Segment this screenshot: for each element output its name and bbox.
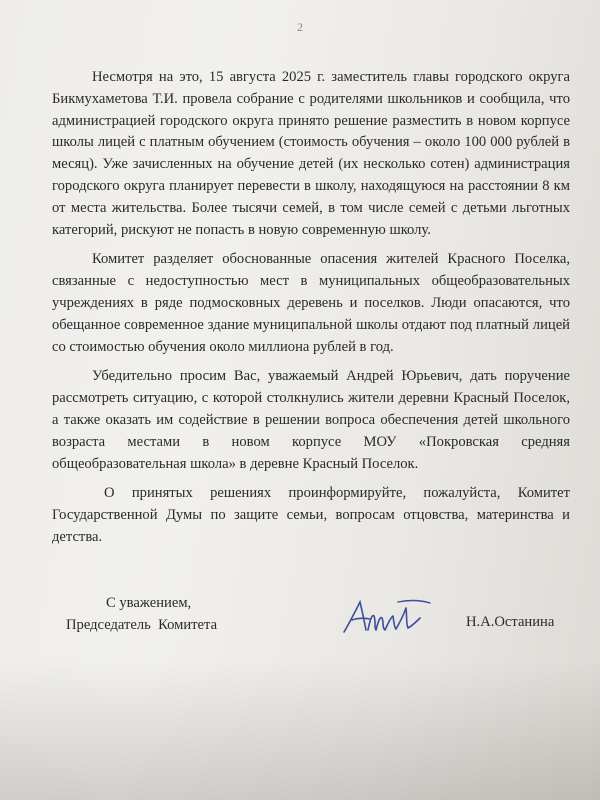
paragraph-1: Несмотря на это, 15 августа 2025 г. заместитель главы городского округа Бикмухаметова Т.И. провела собрание с родителями школьников и сообщила, что администрацией городского округа принято решение разместить в новом корпусе школы лицей с платным обучением (стоимость обучения – около 100 000 рублей в месяц). Уже зачисленных на обучение детей (их несколько сотен) администрация городского округа планирует перевести в школу, находящуюся на расстоянии 8 км от места жительства. Более тысячи семей, в том числе семей с детьми льготных категорий, рискуют не попасть в новую современную школу. [52, 69, 570, 238]
signer-name: Н.А.Останина [466, 614, 555, 630]
signer-position: Председатель Комитета [66, 617, 218, 633]
handwritten-signature [338, 594, 438, 640]
page-shadow [0, 660, 600, 800]
closing-regards: С уважением, [106, 595, 192, 611]
paragraph-4: О принятых решениях проинформируйте, пожалуйста, Комитет Государственной Думы по защите семьи, вопросам отцовства, материнства и детства. [52, 485, 570, 545]
page-number: 2 [297, 20, 303, 34]
letter-body [52, 67, 570, 557]
paragraph-2: Комитет разделяет обоснованные опасения жителей Красного Поселка, связанные с недоступностью мест в муниципальных общеобразовательных учреждениях в ряде подмосковных деревень и поселков. Люди опасаются, что обещанное современное здание муниципальной школы отдают под платный лицей со стоимостью обучения около миллиона рублей в год. [52, 251, 570, 355]
closing-block [66, 592, 217, 636]
paragraph-3: Убедительно просим Вас, уважаемый Андрей Юрьевич, дать поручение рассмотреть ситуацию, с которой столкнулись жители деревни Красный Поселок, а также оказать им содействие в решении вопроса обеспечения детей школьного возраста местами в новом корпусе МОУ «Покровская средняя общеобразовательная школа» в деревне Красный Поселок. [52, 368, 570, 472]
